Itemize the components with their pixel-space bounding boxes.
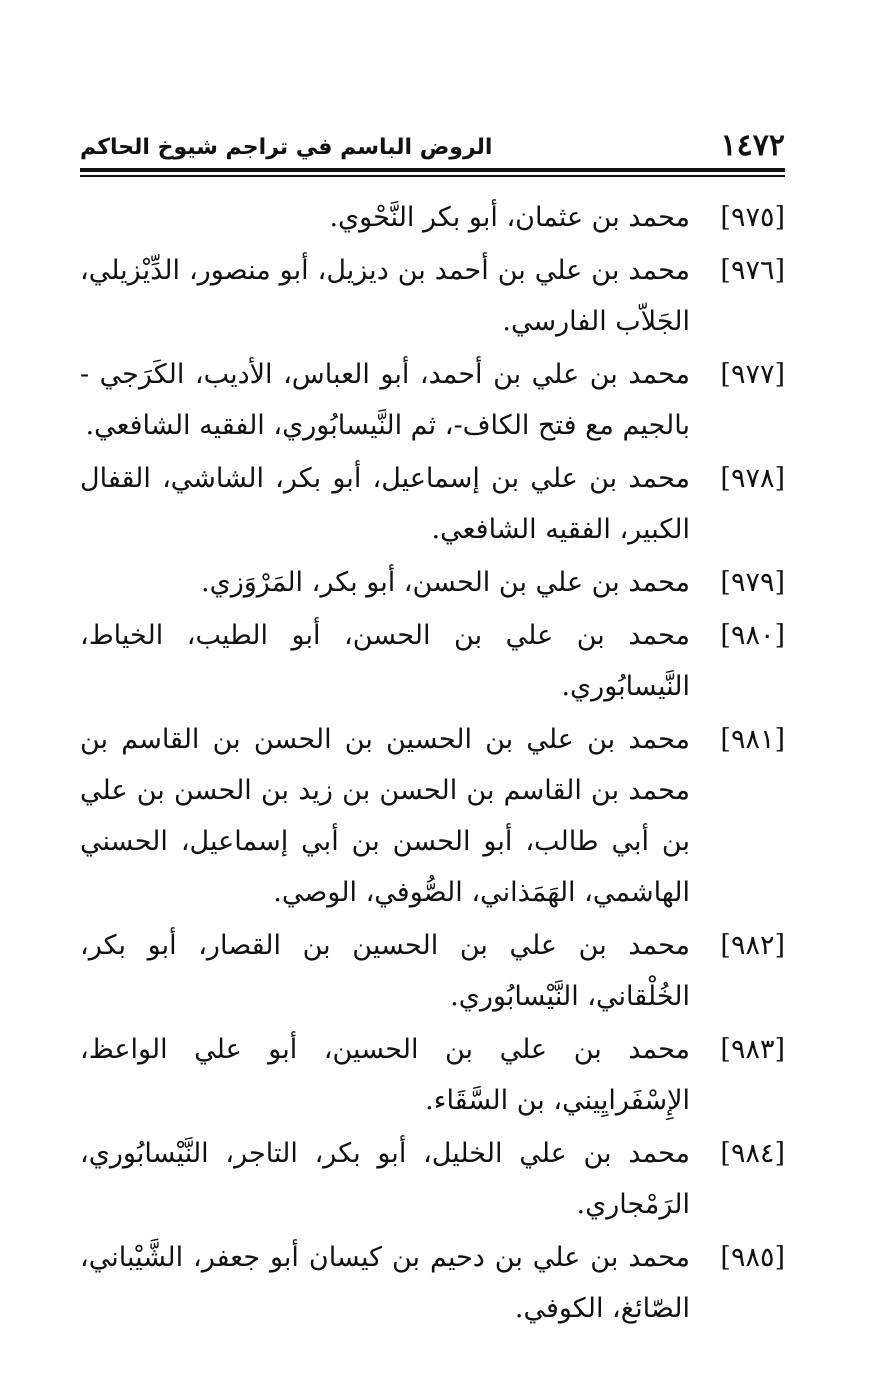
entry-text: محمد بن علي الخليل، أبو بكر، التاجر، النَّيْسابُوري، الرَمْجاري. — [80, 1138, 690, 1220]
entry — [80, 610, 785, 712]
entry-number: [٩٨٣] — [720, 1034, 785, 1065]
entry-number: [٩٨٠] — [720, 620, 785, 651]
entry — [80, 453, 785, 555]
entry-number: [٩٧٥] — [720, 202, 785, 233]
entry-number: [٩٨١] — [720, 724, 785, 755]
entry-text: محمد بن علي بن الحسن، أبو الطيب، الخياط، النَّيسابُوري. — [80, 620, 690, 702]
entry-number: [٩٧٨] — [720, 463, 785, 494]
entry — [80, 1232, 785, 1334]
entry-number: [٩٨٥] — [720, 1242, 785, 1273]
entry — [80, 714, 785, 918]
entry-text: محمد بن عثمان، أبو بكر النَّحْوي. — [329, 202, 690, 233]
entry — [80, 557, 785, 608]
entry-text: محمد بن علي بن أحمد بن ديزيل، أبو منصور، الدِّيْزيلي، الجَلاّب الفارسي. — [80, 255, 690, 337]
header-rule-thin — [80, 175, 785, 177]
entry — [80, 920, 785, 1022]
entry-list — [80, 192, 785, 1336]
entry-text: محمد بن علي بن دحيم بن كيسان أبو جعفر، الشَّيْباني، الصّائغ، الكوفي. — [80, 1242, 690, 1324]
entry-number: [٩٨٢] — [720, 930, 785, 961]
entry — [80, 1024, 785, 1126]
entry-text: محمد بن علي بن إسماعيل، أبو بكر، الشاشي، القفال الكبير، الفقيه الشافعي. — [80, 463, 690, 545]
entry-text: محمد بن علي بن الحسن، أبو بكر، المَرْوَزي. — [201, 567, 690, 598]
entry-number: [٩٨٤] — [720, 1138, 785, 1169]
entry — [80, 349, 785, 451]
entry-text: محمد بن علي بن الحسين بن الحسن بن القاسم بن محمد بن القاسم بن الحسن بن زيد بن الحسن بن علي بن أبي طالب، أبو الحسن بن أبي إسماعيل، الحسني الهاشمي، الهَمَذاني، الصُّوفي، الوصي. — [80, 724, 690, 908]
entry-number: [٩٧٩] — [720, 567, 785, 598]
running-title: الروض الباسم في تراجم شيوخ الحاكم — [80, 135, 493, 160]
entry-number: [٩٧٦] — [720, 255, 785, 286]
page-header — [80, 126, 785, 168]
entry — [80, 1128, 785, 1230]
entry — [80, 192, 785, 243]
entry-text: محمد بن علي بن أحمد، أبو العباس، الأديب، الكَرَجي - بالجيم مع فتح الكاف-، ثم النَّيسابُوري، الفقيه الشافعي. — [80, 359, 690, 441]
entry-text: محمد بن علي بن الحسين، أبو علي الواعظ، الإِسْفَرايِيني، بن السَّقَاء. — [80, 1034, 690, 1116]
entry — [80, 245, 785, 347]
entry-number: [٩٧٧] — [720, 359, 785, 390]
header-rule-thick — [80, 168, 785, 172]
entry-text: محمد بن علي بن الحسين بن القصار، أبو بكر، الخُلْقاني، النَّيْسابُوري. — [80, 930, 690, 1012]
page-number: ١٤٧٢ — [720, 128, 785, 163]
